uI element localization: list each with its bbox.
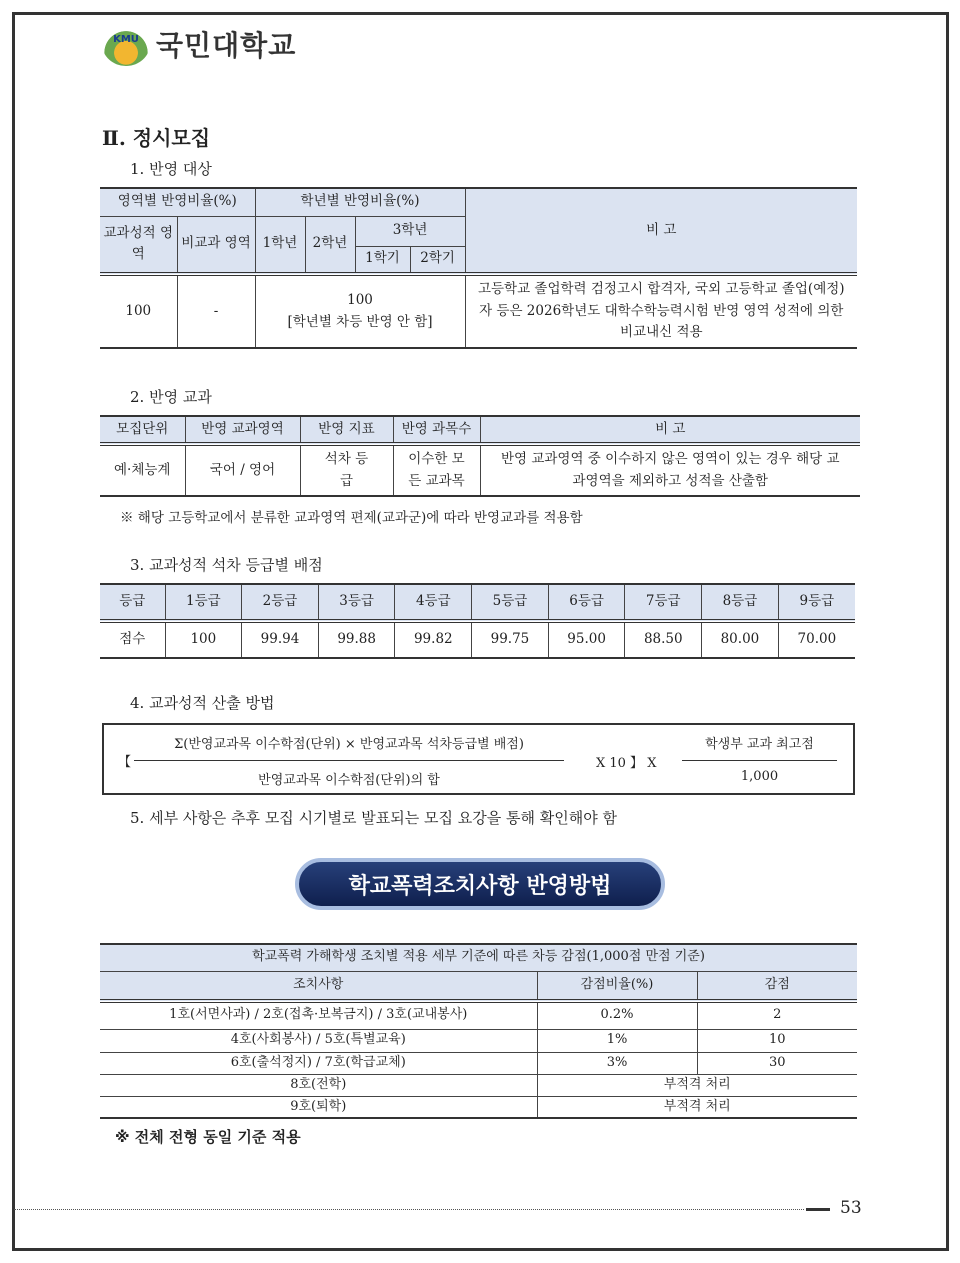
td: 부적격 처리 xyxy=(537,1096,857,1118)
formula-numerator: Σ(반영교과목 이수학점(단위) × 반영교과목 석차등급별 배점) xyxy=(174,737,524,752)
violence-footnote: ※ 전체 전형 동일 기준 적용 xyxy=(115,1128,301,1146)
td: - xyxy=(177,274,255,348)
th: 비교과 영역 xyxy=(177,216,255,274)
section-banner: 학교폭력조치사항 반영방법 xyxy=(295,858,665,910)
td: 100 xyxy=(165,621,242,658)
td: 2 xyxy=(697,1001,857,1029)
target-table xyxy=(100,187,857,349)
th: 반영 지표 xyxy=(300,416,393,444)
th: 학년별 반영비율(%) xyxy=(255,188,465,216)
th: 감점 xyxy=(697,971,857,1001)
section-title: Ⅱ. 정시모집 xyxy=(102,126,211,150)
td: 0.2% xyxy=(537,1001,697,1029)
td: 10 xyxy=(697,1029,857,1052)
td: 고등학교 졸업학력 검정고시 합격자, 국외 고등학교 졸업(예정)자 등은 2026학년도 대학수학능력시험 반영 영역 성적에 의한 비교내신 적용 xyxy=(465,274,857,348)
td: 99.75 xyxy=(472,621,549,658)
th: 반영 과목수 xyxy=(393,416,480,444)
td: 80.00 xyxy=(702,621,779,658)
bracket: 【 xyxy=(118,755,132,770)
university-name: 국민대학교 xyxy=(156,29,297,62)
formula-denominator: 반영교과목 이수학점(단위)의 합 xyxy=(258,773,440,788)
th: 7등급 xyxy=(625,584,702,621)
formula-numerator-2: 학생부 교과 최고점 xyxy=(705,737,814,752)
th: 반영 교과영역 xyxy=(185,416,300,444)
footer-dash xyxy=(806,1208,830,1211)
th: 모집단위 xyxy=(100,416,185,444)
th: 2학기 xyxy=(410,246,465,274)
td: 100 xyxy=(100,274,177,348)
formula-box xyxy=(102,723,855,795)
formula-denominator-2: 1,000 xyxy=(740,769,779,784)
th: 6등급 xyxy=(548,584,625,621)
th: 9등급 xyxy=(778,584,855,621)
footer-divider xyxy=(14,1209,804,1210)
th: 학교폭력 가해학생 조치별 적용 세부 기준에 따른 차등 감점(1,000점 만점 기준) xyxy=(100,944,857,971)
th: 2학년 xyxy=(305,216,355,274)
s5-note: 5. 세부 사항은 추후 모집 시기별로 발표되는 모집 요강을 통해 확인해야 함 xyxy=(130,809,617,827)
th: 1학년 xyxy=(255,216,305,274)
th: 1등급 xyxy=(165,584,242,621)
th: 8등급 xyxy=(702,584,779,621)
td: 1% xyxy=(537,1029,697,1052)
s2-footnote: ※ 해당 고등학교에서 분류한 교과영역 편제(교과군)에 따라 반영교과를 적용함 xyxy=(120,510,583,526)
th: 교과성적 영역 xyxy=(100,216,177,274)
school-violence-table xyxy=(100,943,857,1119)
th: 1학기 xyxy=(355,246,410,274)
kmu-emblem-icon: KMU xyxy=(102,22,150,66)
s3-title: 3. 교과성적 석차 등급별 배점 xyxy=(130,556,323,574)
th: 5등급 xyxy=(472,584,549,621)
th: 감점비율(%) xyxy=(537,971,697,1001)
th: 2등급 xyxy=(242,584,319,621)
td: 88.50 xyxy=(625,621,702,658)
td: 100 [학년별 차등 반영 안 함] xyxy=(255,274,465,348)
td: 3% xyxy=(537,1052,697,1074)
td: 4호(사회봉사) / 5호(특별교육) xyxy=(100,1029,537,1052)
td: 반영 교과영역 중 이수하지 않은 영역이 있는 경우 해당 교과영역을 제외하고 성적을 산출함 xyxy=(480,444,860,496)
university-logo xyxy=(102,22,296,66)
s1-title: 1. 반영 대상 xyxy=(130,160,212,178)
td: 점수 xyxy=(100,621,165,658)
th: 4등급 xyxy=(395,584,472,621)
td: 예·체능계 xyxy=(100,444,185,496)
td: 99.94 xyxy=(242,621,319,658)
subject-table xyxy=(100,415,860,497)
td: 70.00 xyxy=(778,621,855,658)
td: 6호(출석정지) / 7호(학급교체) xyxy=(100,1052,537,1074)
td: 99.82 xyxy=(395,621,472,658)
th: 비 고 xyxy=(480,416,860,444)
th: 3등급 xyxy=(318,584,395,621)
td: 8호(전학) xyxy=(100,1074,537,1096)
td: 석차 등급 xyxy=(300,444,393,496)
th: 3학년 xyxy=(355,216,465,246)
s2-title: 2. 반영 교과 xyxy=(130,388,212,406)
td: 부적격 처리 xyxy=(537,1074,857,1096)
th: 비 고 xyxy=(465,188,857,274)
th: 영역별 반영비율(%) xyxy=(100,188,255,216)
th: 등급 xyxy=(100,584,165,621)
td: 국어 / 영어 xyxy=(185,444,300,496)
s4-title: 4. 교과성적 산출 방법 xyxy=(130,694,275,712)
td: 1호(서면사과) / 2호(접촉·보복금지) / 3호(교내봉사) xyxy=(100,1001,537,1029)
td: 30 xyxy=(697,1052,857,1074)
td: 95.00 xyxy=(548,621,625,658)
td: 99.88 xyxy=(318,621,395,658)
th: 조치사항 xyxy=(100,971,537,1001)
formula-multiplier: X 10 】 X xyxy=(596,756,657,771)
td: 9호(퇴학) xyxy=(100,1096,537,1118)
page-number: 53 xyxy=(840,1198,862,1218)
grade-score-table xyxy=(100,583,855,659)
td: 이수한 모든 교과목 xyxy=(393,444,480,496)
